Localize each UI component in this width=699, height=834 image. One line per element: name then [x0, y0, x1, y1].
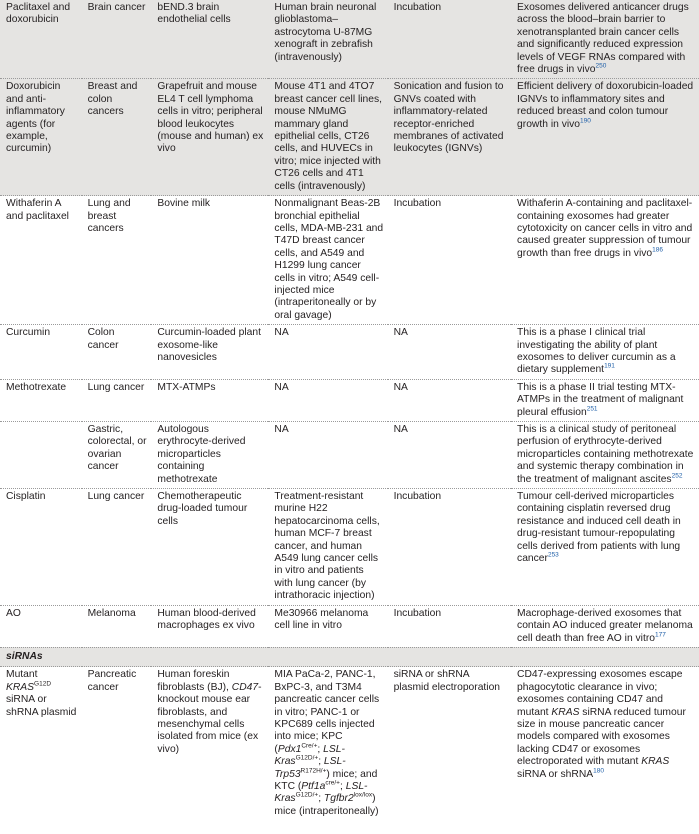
reference-number: 186 [652, 246, 663, 254]
cell-source: Grapefruit and mouse EL4 T cell lymphoma cells in vitro; peripheral blood leukocytes (mouse and human) ex vivo [151, 79, 268, 196]
cell-method: siRNA or shRNA plasmid electroporation [393, 669, 501, 693]
cell-drug: Paclitaxel and doxorubicin [0, 0, 82, 79]
table-row [0, 79, 699, 196]
cell-model: NA [268, 325, 387, 380]
cell-method: Incubation [388, 605, 511, 647]
cell-outcome: Tumour cell-derived microparticles containing cisplatin reversed drug resistance and induced cell death in drug-resistant tumour-repopulating cells derived from patients with lung cancer$^{253}$ [511, 489, 699, 606]
cell-method: Incubation [388, 0, 511, 79]
cell-model: Mouse 4T1 and 4TO7 breast cancer cell lines, mouse NMuMG mammary gland epithelial cells, CT26 cells, and HUVECs in vitro; mice injected with CT26 cells and 4T1 cells (intravenously) [268, 79, 387, 196]
cell-cancer: Brain cancer [82, 0, 152, 79]
cell-outcome: Efficient delivery of doxorubicin-loaded IGNVs to inflammatory sites and reduced breast and colon tumour growth in vivo$^{190}$ [511, 79, 699, 196]
cell-model: MIA PaCa-2, PANC-1, BxPC-3, and T3M4 pancreatic cancer cells in vitro; PANC-1 or KPC689 cells injected into mice; KPC ($Pdx1^{Cre/+}$; LSL-Kras$^{G12D/+}$; LSL-$Trp53^{R172H/+}$) mice; and KTC ($Ptf1a^{cre/+}$; LSL-Kras$^{G12D/+}$; $Tgfbr2^{lox/lox}$) mice (intraperitoneally) [274, 669, 380, 817]
cell-model: Human brain neuronal glioblastoma–astrocytoma U-87MG xenograft in zebrafish (intravenously) [268, 0, 387, 79]
table-row [0, 379, 699, 421]
cell-source: Chemotherapeutic drug-loaded tumour cells [151, 489, 268, 606]
cell-cancer: Lung cancer [82, 489, 152, 606]
cell-source: Autologous erythrocyte-derived microparticles containing methotrexate [151, 422, 268, 489]
cell-cancer: Lung and breast cancers [82, 196, 152, 325]
cell-outcome: CD47-expressing exosomes escape phagocytotic clearance in vivo; exosomes containing CD47 and mutant KRAS siRNA reduced tumour size in mouse pancreatic cancer models compared with exosomes lacking CD47 or exosomes electroporated with mutant KRAS siRNA or shRNA$^{180}$ [517, 669, 686, 780]
cell-method: NA [388, 422, 511, 489]
cell-drug: Cisplatin [0, 489, 82, 606]
cell-method: Sonication and fusion to GNVs coated with inflammatory-related receptor-enriched membranes of activated leukocytes (IGNVs) [388, 79, 511, 196]
cell-outcome: This is a phase II trial testing MTX-ATMPs in the treatment of malignant pleural effusion$^{251}$ [511, 379, 699, 421]
section-title: siRNAs [0, 647, 699, 666]
cell-drug: Curcumin [0, 325, 82, 380]
cell-source: MTX-ATMPs [151, 379, 268, 421]
cell-source: Bovine milk [151, 196, 268, 325]
cell-cancer: Pancreatic cancer [87, 669, 137, 693]
cell-source: Human foreskin fibroblasts (BJ), CD47-knockout mouse ear fibroblasts, and mesenchymal cells isolated from mice (ex vivo) [157, 669, 262, 755]
cell-model: NA [268, 422, 387, 489]
reference-number: 253 [547, 551, 559, 559]
reference-number: 252 [671, 472, 683, 480]
cell-model: Treatment-resistant murine H22 hepatocarcinoma cells, human MCF-7 breast cancer, and human A549 lung cancer cells in vitro and patients with lung cancer (by intrathoracic injection) [268, 489, 387, 606]
table-row [0, 489, 699, 606]
cell-drug: Doxorubicin and anti-inflammatory agents (for example, curcumin) [0, 79, 82, 196]
table-row [0, 325, 699, 380]
cell-method: Incubation [388, 196, 511, 325]
cell-model: NA [268, 379, 387, 421]
cell-cancer: Colon cancer [82, 325, 152, 380]
cell-drug: Mutant $KRAS^{G12D}$ siRNA or shRNA plasmid [6, 669, 77, 718]
cell-model: Nonmalignant Beas-2B bronchial epithelial cells, MDA-MB-231 and T47D breast cancer cells, and A549 and H1299 lung cancer cells in vitro; A549 cell-injected mice (intraperitoneally or by oral gavage) [268, 196, 387, 325]
table-row [0, 0, 699, 79]
cell-drug: Withaferin A and paclitaxel [0, 196, 82, 325]
cell-source: Curcumin-loaded plant exosome-like nanovesicles [151, 325, 268, 380]
table-row [0, 196, 699, 325]
cell-method: Incubation [388, 489, 511, 606]
reference-number: 177 [655, 631, 666, 639]
cell-outcome: This is a phase I clinical trial investigating the ability of plant exosomes to deliver curcumin as a dietary supplement$^{191}$ [511, 325, 699, 380]
cell-cancer: Melanoma [82, 605, 152, 647]
cell-drug [0, 422, 82, 489]
cell-drug: AO [0, 605, 82, 647]
reference-number: 191 [604, 362, 615, 370]
reference-number: 190 [580, 117, 591, 125]
cell-source: bEND.3 brain endothelial cells [151, 0, 268, 79]
table-row [0, 422, 699, 489]
cell-outcome: Withaferin A-containing and paclitaxel-containing exosomes had greater cytotoxicity on cancer cells in vitro and caused greater suppression of tumour growth than free drugs in vivo$^{186}$ [511, 196, 699, 325]
table-row-kras [0, 667, 699, 820]
table-row [0, 605, 699, 647]
cell-outcome: Exosomes delivered anticancer drugs across the blood–brain barrier to xenotransplanted brain cancer cells and significantly reduced expression levels of VEGF RNAs compared with free drugs in vivo$^{250}$ [511, 0, 699, 79]
cell-source: Human blood-derived macrophages ex vivo [151, 605, 268, 647]
cell-cancer: Breast and colon cancers [82, 79, 152, 196]
cell-outcome: This is a clinical study of peritoneal perfusion of erythrocyte-derived microparticles containing methotrexate and systemic therapy combination in the treatment of malignant ascites$^{252}$ [511, 422, 699, 489]
cell-outcome: Macrophage-derived exosomes that contain AO induced greater melanoma cell death than free AO in vitro$^{177}$ [511, 605, 699, 647]
cell-cancer: Lung cancer [82, 379, 152, 421]
cell-drug: Methotrexate [0, 379, 82, 421]
reference-number: 250 [595, 62, 607, 70]
cell-method: NA [388, 379, 511, 421]
cell-model: Me30966 melanoma cell line in vitro [268, 605, 387, 647]
reference-number: 251 [586, 405, 598, 413]
cell-method: NA [388, 325, 511, 380]
cell-cancer: Gastric, colorectal, or ovarian cancer [82, 422, 152, 489]
section-header-row [0, 647, 699, 666]
